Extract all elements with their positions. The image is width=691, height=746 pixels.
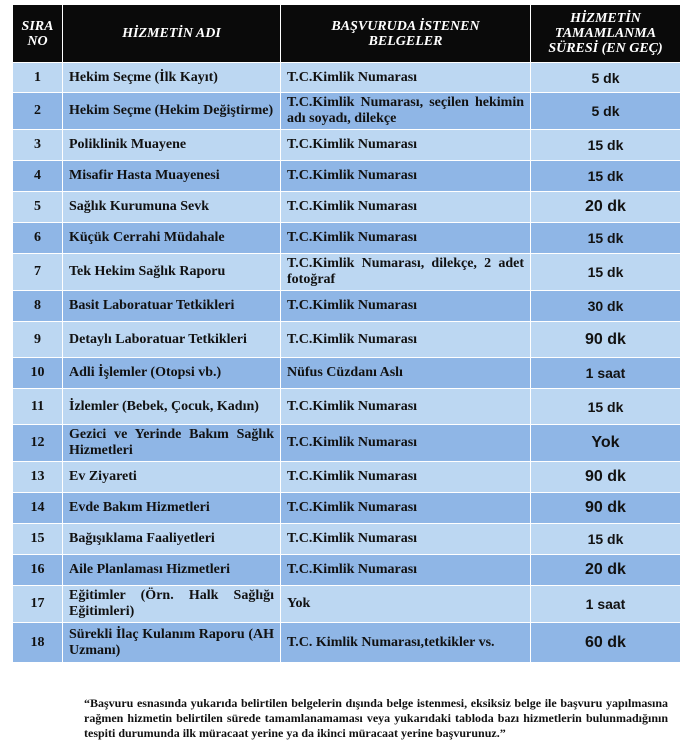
table-row [13,462,681,493]
header-duration-line3: SÜRESİ (EN GEÇ) [548,41,663,56]
table-row [13,358,681,389]
service-name-cell: Eğitimler (Örn. Halk Sağlığı Eğitimleri) [63,586,281,623]
documents-cell: T.C.Kimlik Numarası [281,555,531,586]
documents-cell: T.C.Kimlik Numarası [281,425,531,462]
duration-cell: 15 dk [531,130,681,161]
documents-cell: T.C. Kimlik Numarası,tetkikler vs. [281,623,531,663]
service-name-cell: Sürekli İlaç Kulanım Raporu (AH Uzmanı) [63,623,281,663]
row-number-cell: 10 [13,358,63,389]
complaint-note: “Başvuru esnasında yukarıda belirtilen belgelerin dışında belge istenmesi, eksiksiz belge ile başvuru yapılmasına rağmen hizmetin belirtilen sürede tamamlanamaması veya yukarıdaki tabloda bazı hizmetlerin bulunmadığının tespiti durumunda ilk müracaat yerine ya da ikinci müracaat yerine başvurunuz.” [84,696,668,740]
table-row [13,130,681,161]
table-row [13,493,681,524]
documents-cell: T.C.Kimlik Numarası [281,322,531,358]
row-number-cell: 17 [13,586,63,623]
service-name-cell: Küçük Cerrahi Müdahale [63,223,281,254]
duration-cell: Yok [531,425,681,462]
documents-cell: T.C.Kimlik Numarası [281,462,531,493]
row-number-cell: 13 [13,462,63,493]
row-number-cell: 2 [13,93,63,130]
service-name-cell: Basit Laboratuar Tetkikleri [63,291,281,322]
duration-cell: 20 dk [531,192,681,223]
row-number-cell: 16 [13,555,63,586]
table-row [13,623,681,663]
duration-cell: 1 saat [531,586,681,623]
duration-cell: 60 dk [531,623,681,663]
documents-cell: Yok [281,586,531,623]
documents-cell: Nüfus Cüzdanı Aslı [281,358,531,389]
row-number-cell: 9 [13,322,63,358]
duration-cell: 90 dk [531,462,681,493]
row-number-cell: 1 [13,63,63,93]
documents-cell: T.C.Kimlik Numarası, seçilen hekimin adı soyadı, dilekçe [281,93,531,130]
documents-cell: T.C.Kimlik Numarası, dilekçe, 2 adet fotoğraf [281,254,531,291]
service-standards-table [12,4,681,663]
service-name-cell: Gezici ve Yerinde Bakım Sağlık Hizmetleri [63,425,281,462]
service-name-cell: Tek Hekim Sağlık Raporu [63,254,281,291]
duration-cell: 5 dk [531,93,681,130]
row-number-cell: 5 [13,192,63,223]
duration-cell: 20 dk [531,555,681,586]
documents-cell: T.C.Kimlik Numarası [281,524,531,555]
row-number-cell: 4 [13,161,63,192]
documents-cell: T.C.Kimlik Numarası [281,63,531,93]
row-number-cell: 7 [13,254,63,291]
service-name-cell: Poliklinik Muayene [63,130,281,161]
service-name-cell: Aile Planlaması Hizmetleri [63,555,281,586]
row-number-cell: 3 [13,130,63,161]
duration-cell: 90 dk [531,493,681,524]
header-no-line2: NO [27,33,48,49]
service-name-cell: Sağlık Kurumuna Sevk [63,192,281,223]
service-name-cell: İzlemler (Bebek, Çocuk, Kadın) [63,389,281,425]
service-name-cell: Detaylı Laboratuar Tetkikleri [63,322,281,358]
row-number-cell: 15 [13,524,63,555]
header-duration-line2: TAMAMLANMA [554,26,657,41]
header-documents-line1: BAŞVURUDA İSTENEN [331,18,480,34]
table-row [13,524,681,555]
table-row [13,192,681,223]
duration-cell: 90 dk [531,322,681,358]
row-number-cell: 8 [13,291,63,322]
table-row [13,254,681,291]
header-duration [531,5,681,63]
service-name-cell: Misafir Hasta Muayenesi [63,161,281,192]
table-row [13,161,681,192]
table-row [13,389,681,425]
header-documents-line2: BELGELER [368,33,443,49]
header-service-name: HİZMETİN ADI [63,5,281,63]
service-name-cell: Evde Bakım Hizmetleri [63,493,281,524]
service-name-cell: Hekim Seçme (Hekim Değiştirme) [63,93,281,130]
documents-cell: T.C.Kimlik Numarası [281,192,531,223]
header-no-line1: SIRA [21,18,54,34]
service-name-cell: Adli İşlemler (Otopsi vb.) [63,358,281,389]
duration-cell: 1 saat [531,358,681,389]
header-no [13,5,63,63]
row-number-cell: 6 [13,223,63,254]
table-row [13,322,681,358]
documents-cell: T.C.Kimlik Numarası [281,223,531,254]
duration-cell: 15 dk [531,161,681,192]
row-number-cell: 18 [13,623,63,663]
duration-cell: 15 dk [531,389,681,425]
service-name-cell: Bağışıklama Faaliyetleri [63,524,281,555]
documents-cell: T.C.Kimlik Numarası [281,493,531,524]
duration-cell: 30 dk [531,291,681,322]
header-documents [281,5,531,63]
table-row [13,586,681,623]
table-row [13,555,681,586]
service-name-cell: Ev Ziyareti [63,462,281,493]
duration-cell: 15 dk [531,524,681,555]
documents-cell: T.C.Kimlik Numarası [281,161,531,192]
table-row [13,223,681,254]
documents-cell: T.C.Kimlik Numarası [281,389,531,425]
table-row [13,425,681,462]
header-duration-line1: HİZMETİN [570,11,641,26]
table-header-row [13,5,681,63]
duration-cell: 15 dk [531,254,681,291]
row-number-cell: 14 [13,493,63,524]
duration-cell: 15 dk [531,223,681,254]
documents-cell: T.C.Kimlik Numarası [281,291,531,322]
row-number-cell: 12 [13,425,63,462]
table-row [13,291,681,322]
documents-cell: T.C.Kimlik Numarası [281,130,531,161]
service-name-cell: Hekim Seçme (İlk Kayıt) [63,63,281,93]
row-number-cell: 11 [13,389,63,425]
duration-cell: 5 dk [531,63,681,93]
table-row [13,63,681,93]
table-row [13,93,681,130]
